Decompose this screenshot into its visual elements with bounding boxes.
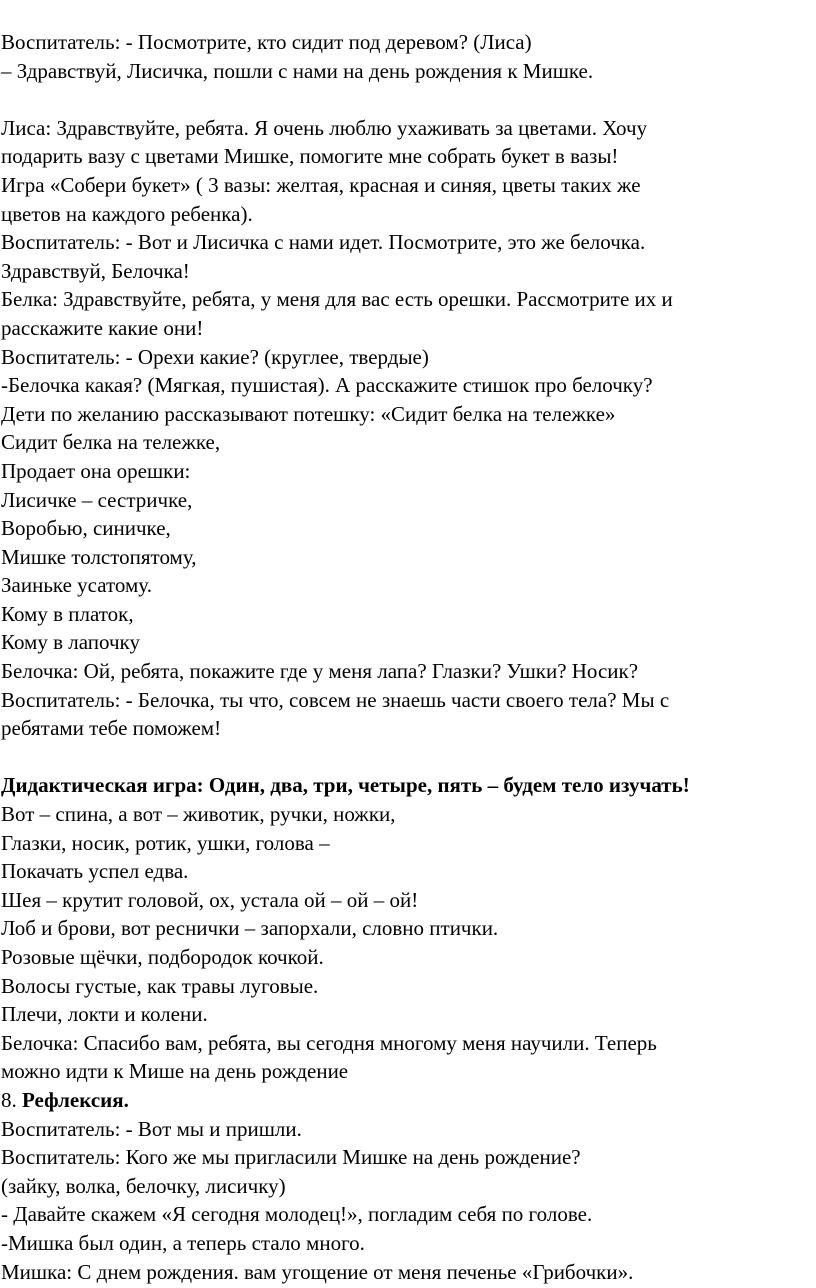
text-line: цветов на каждого ребенка). [1, 201, 253, 226]
text-line: Воспитатель: Кого же мы пригласили Мишке на день рождение? [1, 1145, 581, 1170]
poem-line: Заиньке усатому. [1, 573, 152, 598]
text-line: Мишка: С днем рождения. вам угощение от меня печенье «Грибочки». [1, 1259, 634, 1284]
reflection-number: 8. [1, 1087, 22, 1112]
text-line: Лиса: Здравствуйте, ребята. Я очень люблю ухаживать за цветами. Хочу [1, 115, 648, 140]
poem-line: Кому в платок, [1, 601, 134, 626]
text-line: - Давайте скажем «Я сегодня молодец!», погладим себя по голове. [1, 1202, 593, 1227]
poem-line: Шея – крутит головой, ох, устала ой – ой – ой! [1, 887, 419, 912]
text-line: подарить вазу с цветами Мишке, помогите мне собрать букет в вазы! [1, 144, 619, 169]
reflection-title: Рефлексия. [22, 1087, 129, 1112]
text-line: Воспитатель: - Посмотрите, кто сидит под деревом? (Лиса) [1, 30, 532, 54]
poem-line: Покачать успел едва. [1, 859, 189, 884]
text-line: Воспитатель: - Вот и Лисичка с нами идет. Посмотрите, это же белочка. [1, 230, 646, 255]
poem-line: Лоб и брови, вот реснички – запорхали, словно птички. [1, 916, 499, 941]
poem-line: Волосы густые, как травы луговые. [1, 973, 319, 998]
poem-line: Кому в лапочку [1, 630, 140, 655]
text-line: – Здравствуй, Лисичка, пошли с нами на день рождения к Мишке. [1, 58, 594, 83]
text-line: Белочка: Ой, ребята, покажите где у меня лапа? Глазки? Ушки? Носик? [1, 659, 639, 684]
poem-line: Вот – спина, а вот – животик, ручки, ножки, [1, 802, 396, 827]
text-line: Воспитатель: - Вот мы и пришли. [1, 1116, 302, 1141]
text-line: Воспитатель: - Орехи какие? (круглее, твердые) [1, 344, 429, 369]
game-heading: Дидактическая игра: Один, два, три, четыре, пять – будем тело изучать! [1, 773, 690, 798]
reflection-heading [0, 1086, 816, 1115]
text-line: можно идти к Мише на день рождение [1, 1059, 349, 1084]
poem-line: Воробью, синичке, [1, 516, 171, 541]
text-line: Игра «Собери букет» ( 3 вазы: желтая, красная и синяя, цветы таких же [1, 172, 641, 197]
text-line: расскажите какие они! [1, 315, 204, 340]
document-page [0, 28, 816, 1286]
poem-line: Продает она орешки: [1, 458, 191, 483]
text-line: Белочка: Спасибо вам, ребята, вы сегодня многому меня научили. Теперь [1, 1030, 657, 1055]
text-line: Дети по желанию рассказывают потешку: «Сидит белка на тележке» [1, 401, 616, 426]
poem-line: Глазки, носик, ротик, ушки, голова – [1, 830, 330, 855]
text-line: -Мишка был один, а теперь стало много. [1, 1230, 365, 1255]
poem-line: Мишке толстопятому, [1, 544, 197, 569]
blank-line [0, 85, 816, 114]
poem-line: Розовые щёчки, подбородок кочкой. [1, 945, 324, 969]
poem-line: Лисичке – сестричке, [1, 487, 193, 512]
text-line: Здравствуй, Белочка! [1, 258, 190, 283]
text-line: ребятами тебе поможем! [1, 716, 222, 741]
poem-line: Плечи, локти и колени. [1, 1002, 208, 1027]
text-line: Белка: Здравствуйте, ребята, у меня для вас есть орешки. Рассмотрите их и [1, 287, 673, 312]
blank-line [0, 743, 816, 772]
poem-line: Сидит белка на тележке, [1, 430, 221, 455]
text-line: -Белочка какая? (Мягкая, пушистая). А расскажите стишок про белочку? [1, 373, 653, 398]
text-line: (зайку, волка, белочку, лисичку) [1, 1173, 286, 1198]
text-line: Воспитатель: - Белочка, ты что, совсем не знаешь части своего тела? Мы с [1, 687, 670, 712]
